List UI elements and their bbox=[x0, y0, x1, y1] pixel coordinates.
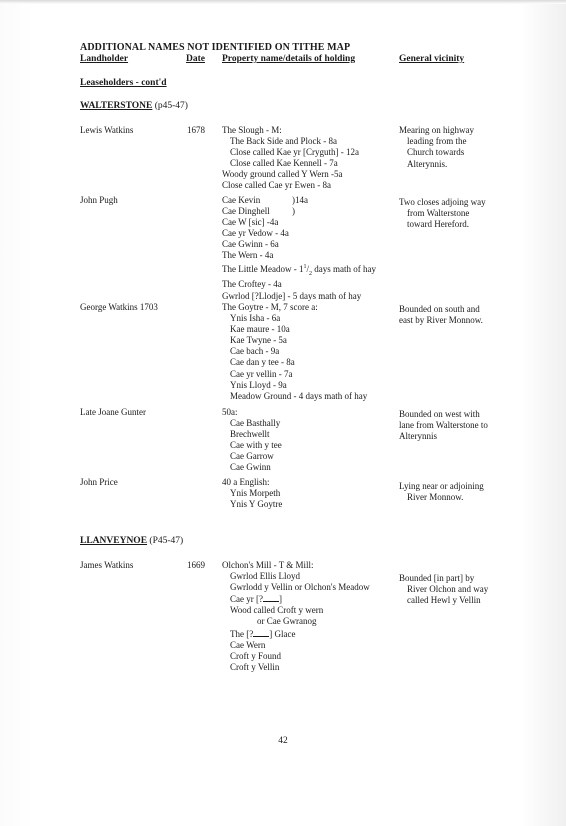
vicinity-line: Two closes adjoing way bbox=[399, 197, 486, 207]
landholder-name: John Price bbox=[80, 477, 118, 487]
property-details bbox=[222, 477, 282, 510]
property-text: days math of hay bbox=[312, 263, 376, 274]
vicinity-line: east by River Monnow. bbox=[399, 315, 483, 326]
property-line: Kae Twyne - 5a bbox=[230, 335, 287, 346]
column-header-landholder: Landholder bbox=[80, 54, 129, 64]
property-text: The [? bbox=[230, 628, 254, 639]
fraction-denominator: 2 bbox=[309, 270, 312, 277]
section-heading-llanveynoe bbox=[80, 536, 183, 546]
property-line: Ynis Lloyd - 9a bbox=[230, 379, 287, 390]
property-line: The Goytre - M, 7 score a: bbox=[222, 302, 318, 312]
vicinity-line: River Monnow. bbox=[407, 492, 464, 503]
property-line bbox=[222, 628, 370, 640]
vicinity-line: called Hewl y Vellin bbox=[407, 595, 481, 606]
blank-line bbox=[263, 593, 279, 602]
property-line: Ynis Morpeth bbox=[230, 488, 281, 499]
property-line: or Cae Gwranog bbox=[257, 616, 317, 627]
landholder-name: Lewis Watkins bbox=[80, 125, 134, 135]
property-line: Close called Cae yr Ewen - 8a bbox=[222, 180, 331, 191]
property-line: Cae bach - 9a bbox=[230, 346, 280, 357]
vicinity-line: from Walterstone bbox=[407, 208, 470, 219]
section-name: WALTERSTONE bbox=[80, 101, 153, 111]
section-ref: (p45-47) bbox=[154, 101, 188, 111]
scan-edge bbox=[0, 0, 566, 4]
property-line: Kae maure - 10a bbox=[230, 324, 290, 335]
property-line: Cae dan y tee - 8a bbox=[230, 357, 295, 368]
property-details bbox=[222, 560, 370, 673]
property-line: 50a: bbox=[222, 407, 238, 417]
property-line: The Back Side and Plock - 8a bbox=[230, 136, 337, 147]
property-line: Gwrlodd y Vellin or Olchon's Meadow bbox=[230, 582, 370, 593]
property-line: Cae Gwinn - 6a bbox=[222, 239, 279, 250]
section-heading-walterstone bbox=[80, 101, 188, 111]
property-line: Cae W [sic] -4a bbox=[222, 217, 279, 228]
property-text: ] bbox=[278, 594, 282, 605]
property-details bbox=[222, 195, 376, 302]
vicinity-line: Lying near or adjoining bbox=[399, 481, 484, 491]
property-line: Close called Kae Kennell - 7a bbox=[230, 158, 338, 169]
property-line: Woody ground called Y Wern -5a bbox=[222, 169, 343, 180]
property-line: Cae Gwinn bbox=[230, 462, 271, 473]
property-line: Close called Kae yr [Cryguth] - 12a bbox=[230, 147, 359, 158]
property-line: 40 a English: bbox=[222, 477, 270, 487]
vicinity-line: Alterynnis. bbox=[407, 158, 448, 169]
property-line: Croft y Vellin bbox=[230, 661, 280, 672]
vicinity-line: Bounded on south and bbox=[399, 304, 480, 314]
landholder-name: George Watkins 1703 bbox=[80, 302, 158, 312]
column-header-property: Property name/details of holding bbox=[222, 54, 356, 64]
property-details bbox=[222, 125, 359, 192]
property-details bbox=[222, 302, 367, 402]
vicinity-line: Mearing on highway bbox=[399, 125, 474, 135]
property-line: Gwrlod Ellis Lloyd bbox=[230, 571, 300, 582]
holding-date: 1678 bbox=[187, 125, 205, 135]
property-line: The Slough - M: bbox=[222, 125, 282, 135]
vicinity-line: leading from the bbox=[407, 136, 467, 147]
vicinity-details bbox=[399, 304, 483, 326]
blank-line bbox=[253, 628, 269, 637]
property-text: Cae yr [? bbox=[230, 594, 263, 605]
bracket: ) bbox=[292, 206, 295, 217]
bracket-acreage: )14a bbox=[292, 195, 308, 205]
property-line bbox=[222, 593, 370, 605]
property-line: Ynis Y Goytre bbox=[230, 499, 283, 510]
vicinity-line: Bounded on west with bbox=[399, 409, 480, 419]
landholder-name: Late Joane Gunter bbox=[80, 407, 146, 417]
fraction-numerator: 1 bbox=[303, 263, 307, 270]
property-name: Cae Kevin bbox=[222, 195, 261, 205]
subheading-leaseholders: Leaseholders - cont'd bbox=[80, 78, 167, 88]
property-line: The Little Meadow - $1^1/_2$ days math of hay bbox=[222, 263, 376, 277]
property-line: The Croftey - 4a bbox=[222, 279, 282, 290]
vicinity-line: toward Hereford. bbox=[407, 219, 469, 230]
property-line: Brechwellt bbox=[230, 429, 270, 440]
vicinity-line: Alterynnis bbox=[399, 431, 437, 442]
property-line bbox=[222, 206, 376, 217]
property-name: Cae Dinghell bbox=[222, 206, 270, 217]
vicinity-line: River Olchon and way bbox=[407, 584, 489, 595]
property-text: ] Glace bbox=[269, 628, 296, 639]
property-line: Wood called Croft y wern bbox=[230, 605, 324, 616]
page-title: ADDITIONAL NAMES NOT IDENTIFIED ON TITHE MAP bbox=[80, 42, 351, 53]
property-line: The Wern - 4a bbox=[222, 250, 274, 261]
vicinity-line: Church towards bbox=[407, 147, 465, 158]
holding-date: 1669 bbox=[187, 560, 205, 570]
vicinity-line: Bounded [in part] by bbox=[399, 573, 475, 583]
property-line: Cae yr vellin - 7a bbox=[230, 368, 293, 379]
property-line: Cae Wern bbox=[230, 639, 266, 650]
vicinity-details bbox=[399, 481, 484, 503]
column-header-vicinity: General vicinity bbox=[399, 54, 465, 64]
page-number: 42 bbox=[278, 736, 288, 746]
landholder-name: John Pugh bbox=[80, 195, 118, 205]
property-line: Croft y Found bbox=[230, 650, 282, 661]
property-line: Cae Garrow bbox=[230, 451, 274, 462]
vicinity-details bbox=[399, 125, 474, 170]
property-line bbox=[222, 195, 376, 206]
property-text: The Little Meadow - 1 bbox=[222, 263, 304, 274]
property-line: Meadow Ground - 4 days math of hay bbox=[230, 390, 368, 401]
vicinity-line: lane from Walterstone to bbox=[399, 420, 488, 431]
column-header-date: Date bbox=[186, 54, 205, 64]
property-line: Ynis Isha - 6a bbox=[230, 313, 281, 324]
section-ref: (P45-47) bbox=[149, 536, 184, 546]
section-name: LLANVEYNOE bbox=[80, 536, 148, 546]
property-line: Gwrlod [?Llodje] - 5 days math of hay bbox=[222, 290, 362, 301]
vicinity-details bbox=[399, 409, 488, 443]
property-line: Cae yr Vedow - 4a bbox=[222, 228, 289, 239]
vicinity-details bbox=[399, 197, 486, 231]
property-line: Cae with y tee bbox=[230, 440, 282, 451]
landholder-name: James Watkins bbox=[80, 560, 134, 570]
property-line: Olchon's Mill - T & Mill: bbox=[222, 560, 314, 570]
property-details bbox=[222, 407, 282, 474]
property-line: Cae Basthally bbox=[230, 418, 281, 429]
vicinity-details bbox=[399, 573, 488, 607]
